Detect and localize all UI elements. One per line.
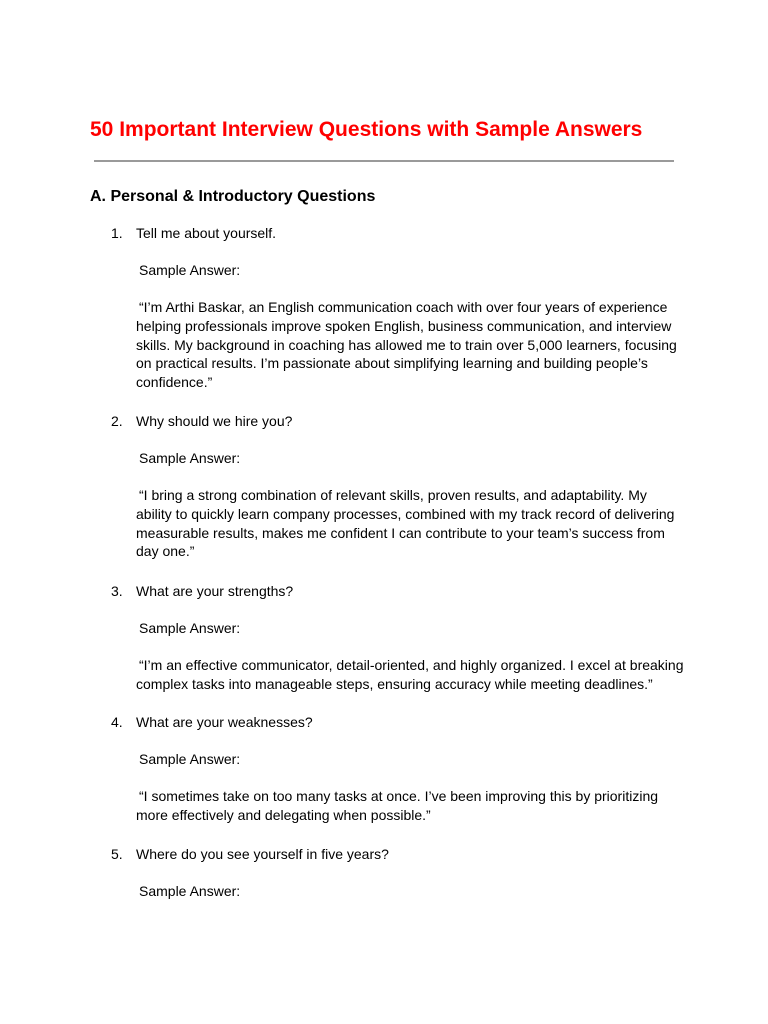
answer-line: measurable results, makes me confident I can contribute to your team’s success from	[136, 524, 665, 541]
sample-answer-text	[136, 787, 684, 825]
sample-answer-label: Sample Answer:	[139, 620, 241, 636]
answer-line: “I’m an effective communicator, detail-oriented, and highly organized. I excel at breaking	[139, 657, 684, 673]
question-text: Where do you see yourself in five years?	[136, 846, 389, 862]
sample-answer-label: Sample Answer:	[139, 262, 241, 278]
sample-answer-label: Sample Answer:	[139, 450, 241, 466]
answer-line: on practical results. I’m passionate about simplifying learning and building people’s	[136, 355, 648, 372]
answer-line: confidence.”	[136, 374, 213, 390]
question-text: Tell me about yourself.	[136, 225, 277, 241]
sample-answer-label: Sample Answer:	[139, 883, 241, 899]
answer-line: ability to quickly learn company processes, combined with my track record of delivering	[136, 505, 675, 522]
question-number: 4.	[111, 714, 123, 730]
answer-line: “I bring a strong combination of relevant skills, proven results, and adaptability. My	[139, 487, 647, 503]
question-number: 2.	[111, 413, 123, 429]
answer-line: “I sometimes take on too many tasks at once. I’ve been improving this by prioritizing	[139, 788, 659, 804]
title-divider	[94, 160, 674, 162]
question-number: 1.	[111, 225, 123, 241]
question-text: What are your weaknesses?	[136, 714, 313, 730]
sample-answer-label: Sample Answer:	[139, 751, 241, 767]
sample-answer-text	[136, 656, 684, 694]
answer-line: “I’m Arthi Baskar, an English communication coach with over four years of experience	[139, 299, 668, 315]
answer-line: day one.”	[136, 543, 195, 560]
sample-answer-text	[136, 486, 684, 561]
question-number: 3.	[111, 583, 123, 599]
answer-line: complex tasks into manageable steps, ensuring accuracy while meeting deadlines.”	[136, 675, 653, 692]
section-heading: A. Personal & Introductory Questions	[90, 188, 376, 205]
question-text: What are your strengths?	[136, 583, 294, 599]
sample-answer-text	[136, 298, 684, 392]
answer-line: skills. My background in coaching has allowed me to train over 5,000 learners, focusing	[136, 336, 677, 353]
answer-line: helping professionals improve spoken English, business communication, and interview	[136, 317, 672, 334]
answer-line: more effectively and delegating when possible.”	[136, 806, 431, 823]
document-title: 50 Important Interview Questions with Sample Answers	[90, 118, 643, 141]
question-number: 5.	[111, 846, 123, 862]
question-text: Why should we hire you?	[136, 413, 293, 429]
